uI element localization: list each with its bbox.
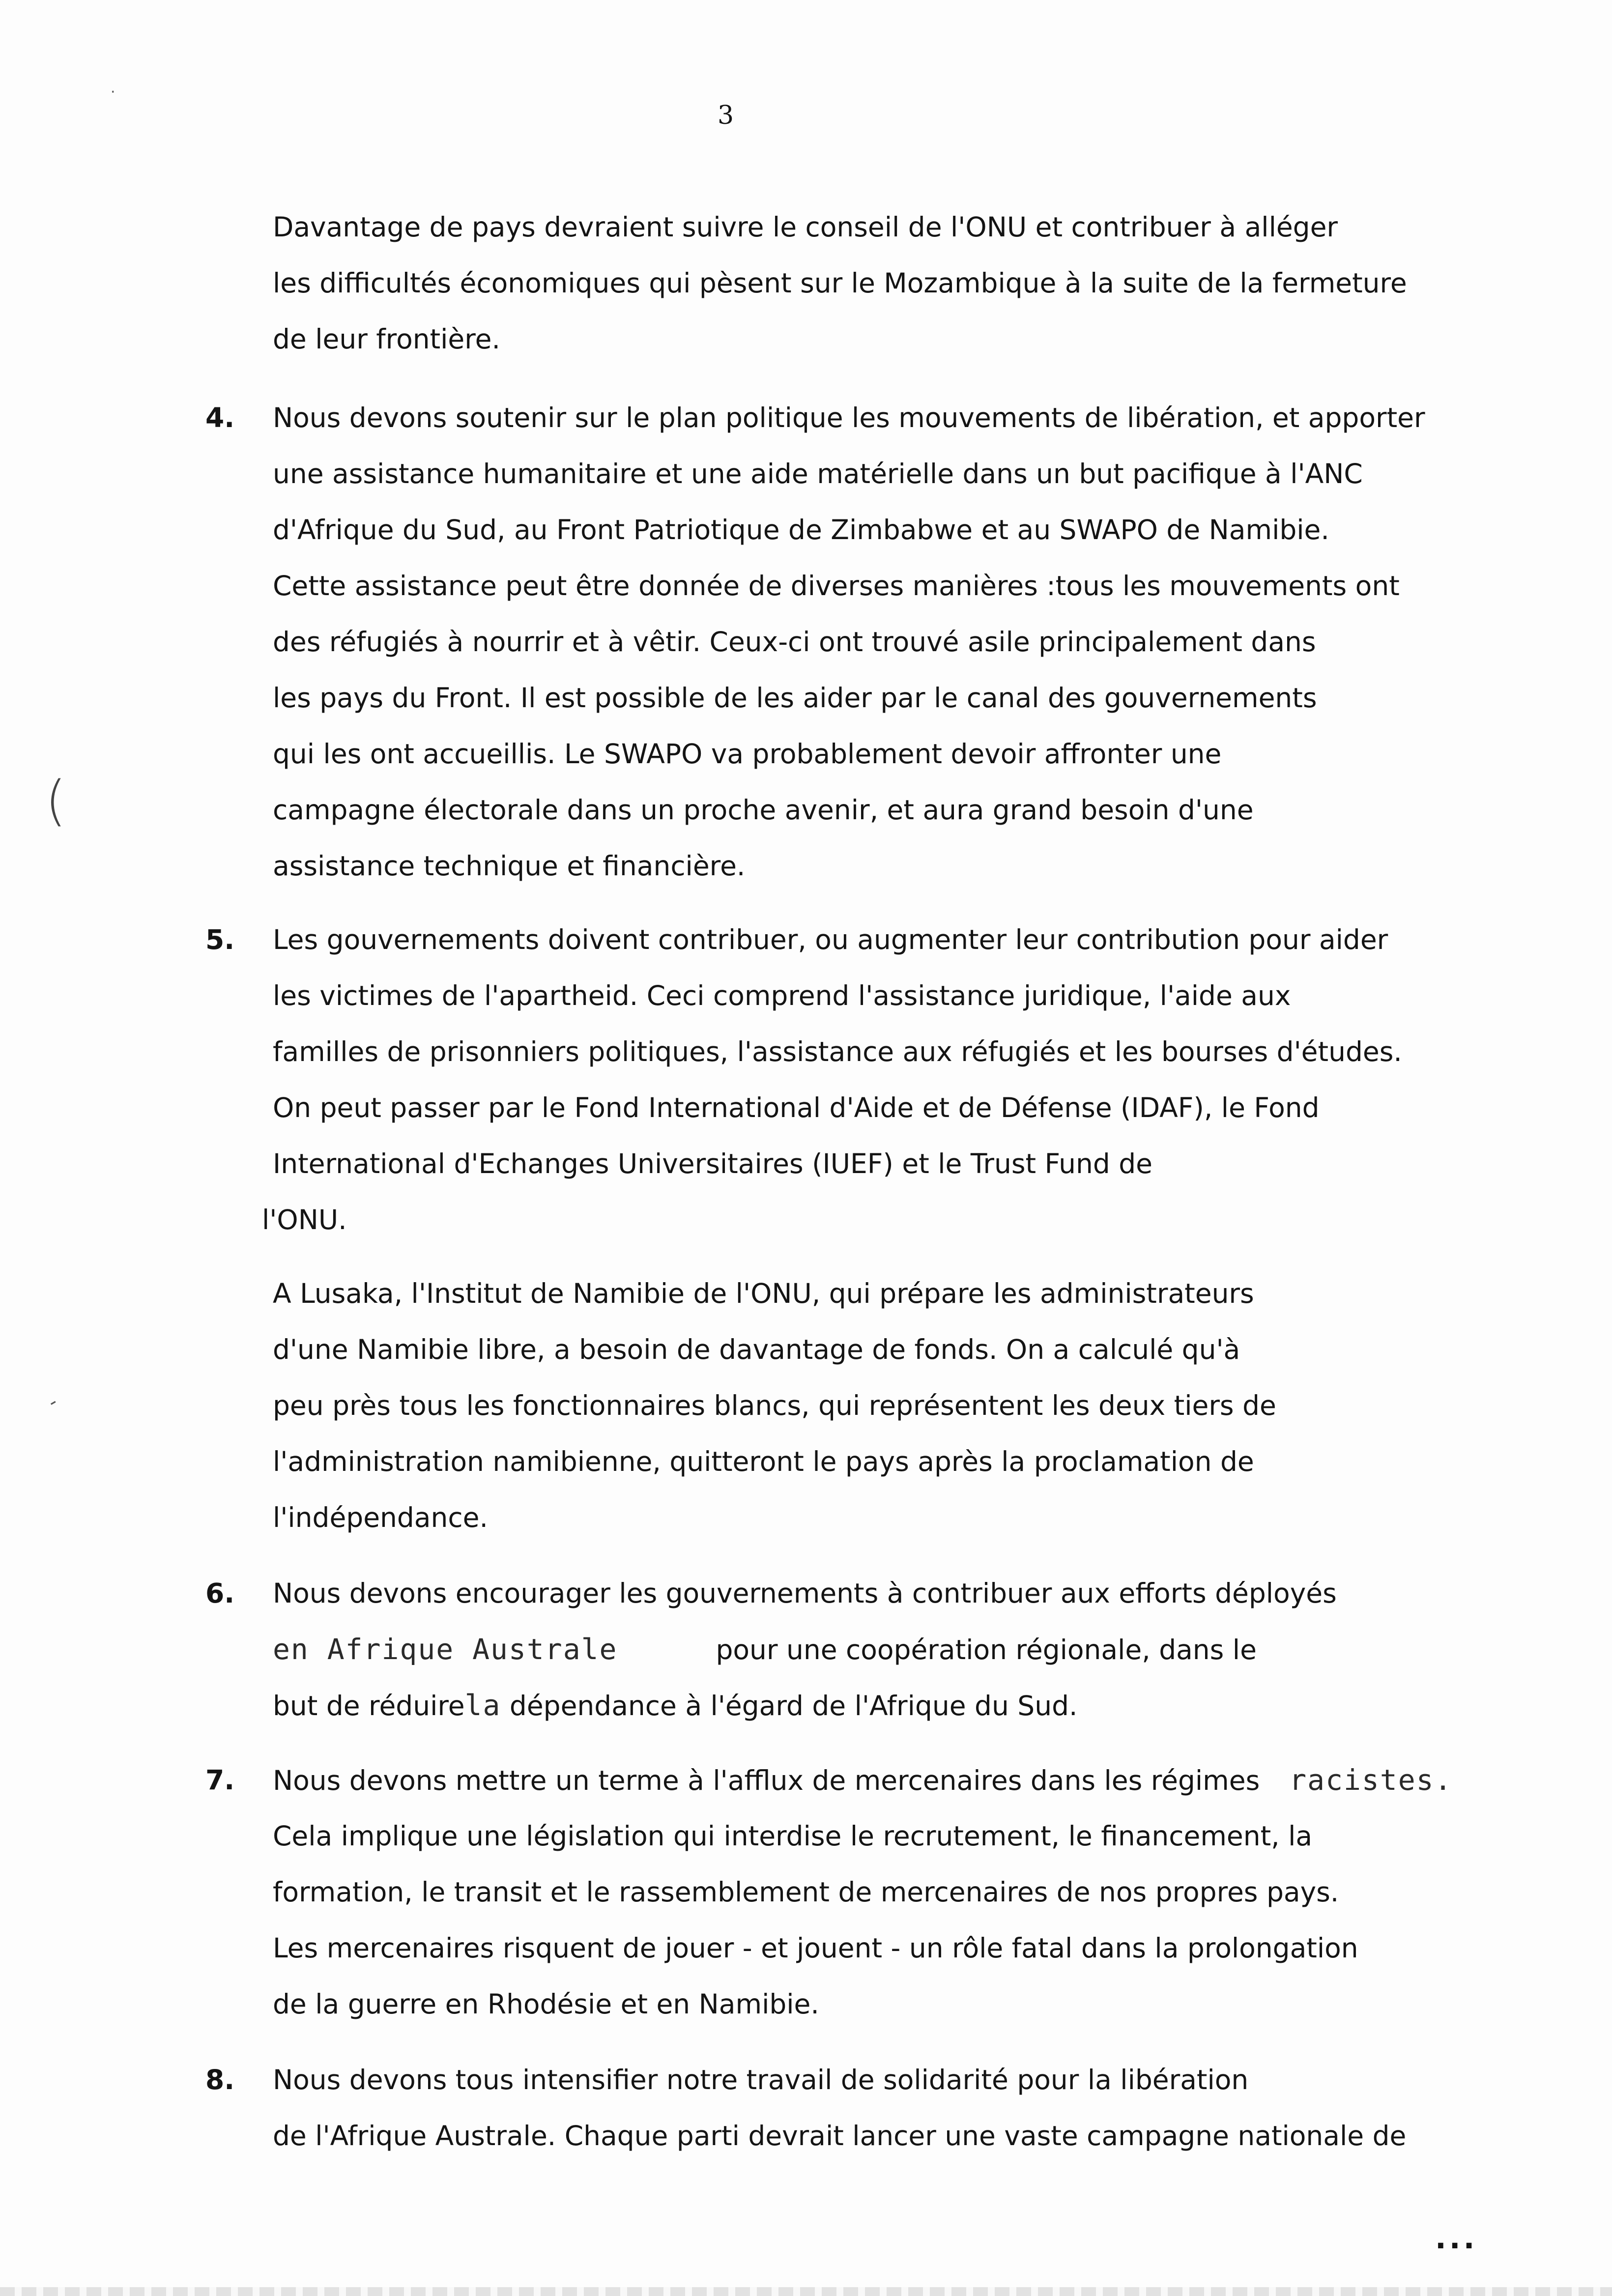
paragraph-line-mixed: [273, 1677, 1501, 1733]
item-number: 7.: [205, 1764, 235, 1796]
paragraph-line: d'Afrique du Sud, au Front Patriotique de Zimbabwe et au SWAPO de Namibie.: [273, 514, 1329, 545]
paragraph-line: On peut passer par le Fond International d'Aide et de Défense (IDAF), le Fond: [273, 1092, 1320, 1123]
item-5-paragraph: [262, 912, 1501, 1248]
typed-insert: la: [464, 1689, 501, 1722]
paragraph-line: A Lusaka, l'Institut de Namibie de l'ONU, qui prépare les administrateurs: [273, 1278, 1254, 1309]
item-number: 4.: [205, 402, 235, 433]
paragraph-line: les pays du Front. Il est possible de les aider par le canal des gouvernements: [273, 682, 1317, 714]
paragraph-line: Nous devons soutenir sur le plan politique les mouvements de libération, et apporter: [273, 402, 1425, 433]
paragraph-line: l'ONU.: [262, 1204, 347, 1235]
paragraph-line: Davantage de pays devraient suivre le conseil de l'ONU et contribuer à alléger: [273, 211, 1338, 243]
paragraph-line: peu près tous les fonctionnaires blancs, qui représentent les deux tiers de: [273, 1390, 1276, 1421]
paragraph-line: Cela implique une législation qui interdise le recrutement, le financement, la: [273, 1820, 1313, 1852]
line-text: dépendance à l'égard de l'Afrique du Sud.: [501, 1690, 1078, 1722]
paragraph-line: Cette assistance peut être donnée de diverses manières :tous les mouvements ont: [273, 570, 1400, 602]
typed-insert: racistes.: [1289, 1763, 1453, 1797]
paragraph-line: qui les ont accueillis. Le SWAPO va probablement devoir affronter une: [273, 738, 1222, 770]
paragraph-line: familles de prisonniers politiques, l'assistance aux réfugiés et les bourses d'études.: [273, 1036, 1402, 1067]
item-4-paragraph: [273, 390, 1501, 894]
paragraph-line: formation, le transit et le rassemblement de mercenaires de nos propres pays.: [273, 1876, 1339, 1908]
intro-paragraph: [273, 199, 1501, 367]
typed-insert: en Afrique Australe: [273, 1633, 618, 1666]
paragraph-line: de la guerre en Rhodésie et en Namibie.: [273, 1988, 819, 2020]
paragraph-line: Les gouvernements doivent contribuer, ou augmenter leur contribution pour aider: [273, 924, 1388, 955]
paragraph-line: d'une Namibie libre, a besoin de davantage de fonds. On a calculé qu'à: [273, 1334, 1240, 1365]
paragraph-line: de leur frontière.: [273, 323, 500, 355]
line-text: Nous devons mettre un terme à l'afflux de mercenaires dans les régimes: [273, 1765, 1260, 1796]
paragraph-line: l'indépendance.: [273, 1502, 488, 1533]
paragraph-line: de l'Afrique Australe. Chaque parti devrait lancer une vaste campagne nationale de: [273, 2120, 1407, 2152]
paragraph-line-mixed: [273, 1752, 1501, 1808]
paragraph-line: les victimes de l'apartheid. Ceci comprend l'assistance juridique, l'aide aux: [273, 980, 1291, 1011]
item-6-paragraph: [273, 1565, 1501, 1733]
item-7-paragraph: [273, 1752, 1501, 2032]
scan-bracket-mark: (: [45, 769, 66, 832]
paragraph-line: assistance technique et financière.: [273, 850, 746, 882]
paragraph-line: campagne électorale dans un proche avenir, et aura grand besoin d'une: [273, 794, 1254, 826]
paragraph-line: Nous devons encourager les gouvernements à contribuer aux efforts déployés: [273, 1578, 1337, 1609]
scan-mark: ·: [111, 84, 115, 101]
paragraph-line-mixed: [273, 1621, 1501, 1677]
paragraph-line: International d'Echanges Universitaires (IUEF) et le Trust Fund de: [273, 1148, 1153, 1179]
page-number: 3: [718, 101, 735, 130]
item-number: 5.: [205, 924, 235, 955]
paragraph-line: Nous devons tous intensifier notre travail de solidarité pour la libération: [273, 2064, 1249, 2095]
item-5-second-paragraph: [273, 1265, 1501, 1546]
scan-mark: -: [44, 1390, 61, 1414]
line-text: but de réduire: [273, 1690, 465, 1722]
scan-edge-artifact: [0, 2287, 1612, 2296]
paragraph-line: une assistance humanitaire et une aide matérielle dans un but pacifique à l'ANC: [273, 458, 1363, 489]
paragraph-line: Les mercenaires risquent de jouer - et jouent - un rôle fatal dans la prolongation: [273, 1932, 1358, 1964]
paragraph-line: l'administration namibienne, quitteront le pays après la proclamation de: [273, 1446, 1254, 1477]
item-8-paragraph: [273, 2052, 1501, 2164]
item-number: 8.: [205, 2064, 235, 2095]
paragraph-line: les difficultés économiques qui pèsent sur le Mozambique à la suite de la fermeture: [273, 267, 1407, 299]
continuation-ellipsis: ...: [1435, 2221, 1478, 2256]
line-text: pour une coopération régionale, dans le: [716, 1634, 1257, 1665]
paragraph-line: des réfugiés à nourrir et à vêtir. Ceux-ci ont trouvé asile principalement dans: [273, 626, 1316, 658]
item-number: 6.: [205, 1578, 235, 1609]
